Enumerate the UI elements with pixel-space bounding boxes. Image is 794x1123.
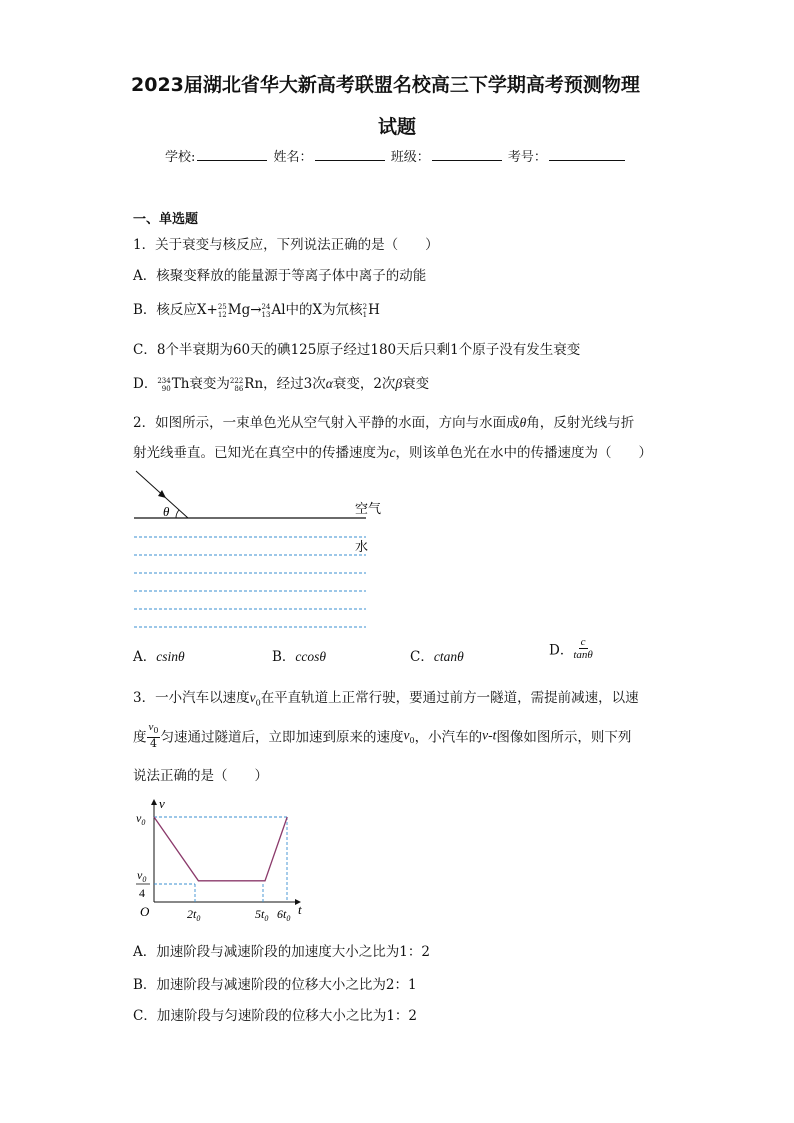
q2-d-fraction: $\frac{c}{\tan\theta}$ [573, 636, 593, 661]
q3-stem-line3: 说法正确的是（ ） [133, 768, 268, 784]
q2-refraction-figure [130, 465, 390, 635]
alpha-symbol: α [325, 376, 333, 391]
q1-d-end: 衰变 [402, 376, 430, 392]
q1-option-d [133, 372, 429, 393]
vt-series-line [154, 817, 287, 881]
guide-lines [154, 817, 287, 902]
student-info-line [165, 146, 627, 165]
theta-arc [176, 510, 179, 518]
q3-option-c: C．加速阶段与匀速阶段的位移大小之比为1：2 [133, 1008, 418, 1024]
t-axis-label: t [298, 902, 302, 917]
section-heading: 一、单选题 [133, 212, 199, 227]
q2-option-b: B．ccosθ [272, 649, 327, 665]
exam-no-label: 考号： [507, 150, 547, 165]
v04-denominator: 4 [139, 886, 145, 900]
tick-2t0: $2t_0$ [187, 907, 201, 923]
q2-stem-line1: 2．如图所示，一束单色光从空气射入平静的水面，方向与水面成θ角，反射光线与折 [133, 415, 635, 431]
q1-option-c: C．8个半衰期为60天的碘125原子经过180天后只剩1个原子没有发生衰变 [133, 342, 581, 358]
rn-symbol: Rn，经过3次 [244, 376, 326, 392]
water-dashed-lines [134, 537, 369, 627]
school-blank[interactable] [197, 148, 267, 161]
q3-option-a: A．加速阶段与减速阶段的加速度大小之比为1：2 [133, 944, 430, 960]
h-isotope: 2 1 [362, 302, 368, 319]
theta-symbol: θ [519, 415, 527, 430]
v-axis-label: v [159, 796, 165, 811]
fig-water-label: 水 [355, 539, 369, 554]
c-symbol: c [389, 445, 396, 460]
th-isotope: 234 90 [157, 376, 171, 393]
fig-air-label: 空气 [355, 501, 382, 516]
tick-5t0: $5t_0$ [255, 907, 269, 923]
class-blank[interactable] [432, 148, 502, 161]
q3-option-b: B．加速阶段与减速阶段的位移大小之比为2：1 [133, 977, 417, 993]
fig-theta-label: θ [163, 504, 170, 519]
al-symbol: Al中的X为氘核 [271, 302, 363, 318]
name-blank[interactable] [315, 148, 385, 161]
class-label: 班级： [390, 150, 430, 165]
q2-stem-line2: 射光线垂直。已知光在真空中的传播速度为c，则该单色光在水中的传播速度为（ ） [133, 445, 652, 461]
v04-numerator: $v_0$ [137, 868, 147, 884]
page-title-line2: 试题 [378, 116, 417, 138]
name-label: 姓名： [273, 150, 313, 165]
al-isotope: 24 13 [261, 302, 271, 319]
q1-b-prefix: B．核反应X+ [133, 302, 218, 318]
tick-6t0: $6t_0$ [277, 907, 291, 923]
th-symbol: Th衰变为 [171, 376, 230, 392]
v0-over-4-fraction: $\frac{v_0}{4}$ [148, 721, 159, 751]
incident-arrowhead [158, 490, 166, 498]
rn-isotope: 222 86 [229, 376, 244, 393]
q1-d-mid: 衰变，2次 [332, 376, 396, 392]
v0-label: $v_0$ [136, 811, 146, 827]
q1-option-a: A．核聚变释放的能量源于等离子体中离子的动能 [133, 268, 427, 284]
q3-vt-graph [130, 792, 320, 932]
page-title: 2023届湖北省华大新高考联盟名校高三下学期高考预测物理 [131, 74, 640, 96]
q1-option-b [133, 298, 380, 319]
beta-symbol: β [395, 376, 403, 391]
mg-isotope: 25 12 [217, 302, 227, 319]
origin-label: O [140, 904, 150, 919]
q3-stem-line1: 3．一小汽车以速度$v_0$在平直轨道上正常行驶，要通过前方一隧道，需提前减速，以速 [133, 690, 639, 708]
school-label: 学校: [165, 150, 196, 165]
q3-stem-line2: 度 $\frac{v_0}{4}$ 匀速通过隧道后，立即加速到原来的速度$v_0$，小汽车的v-t图像如图所示，则下列 [133, 721, 632, 751]
q2-option-c: C．ctanθ [410, 649, 464, 665]
q1-stem: 1．关于衰变与核反应，下列说法正确的是（ ） [133, 237, 439, 253]
exam-no-blank[interactable] [549, 148, 625, 161]
q1-d-prefix: D． [133, 376, 158, 392]
mg-symbol: Mg→ [227, 302, 262, 318]
q2-option-d: D． $\frac{c}{\tan\theta}$ [549, 636, 593, 661]
q2-option-a: A．csinθ [133, 649, 185, 665]
h-symbol: H [368, 302, 380, 318]
